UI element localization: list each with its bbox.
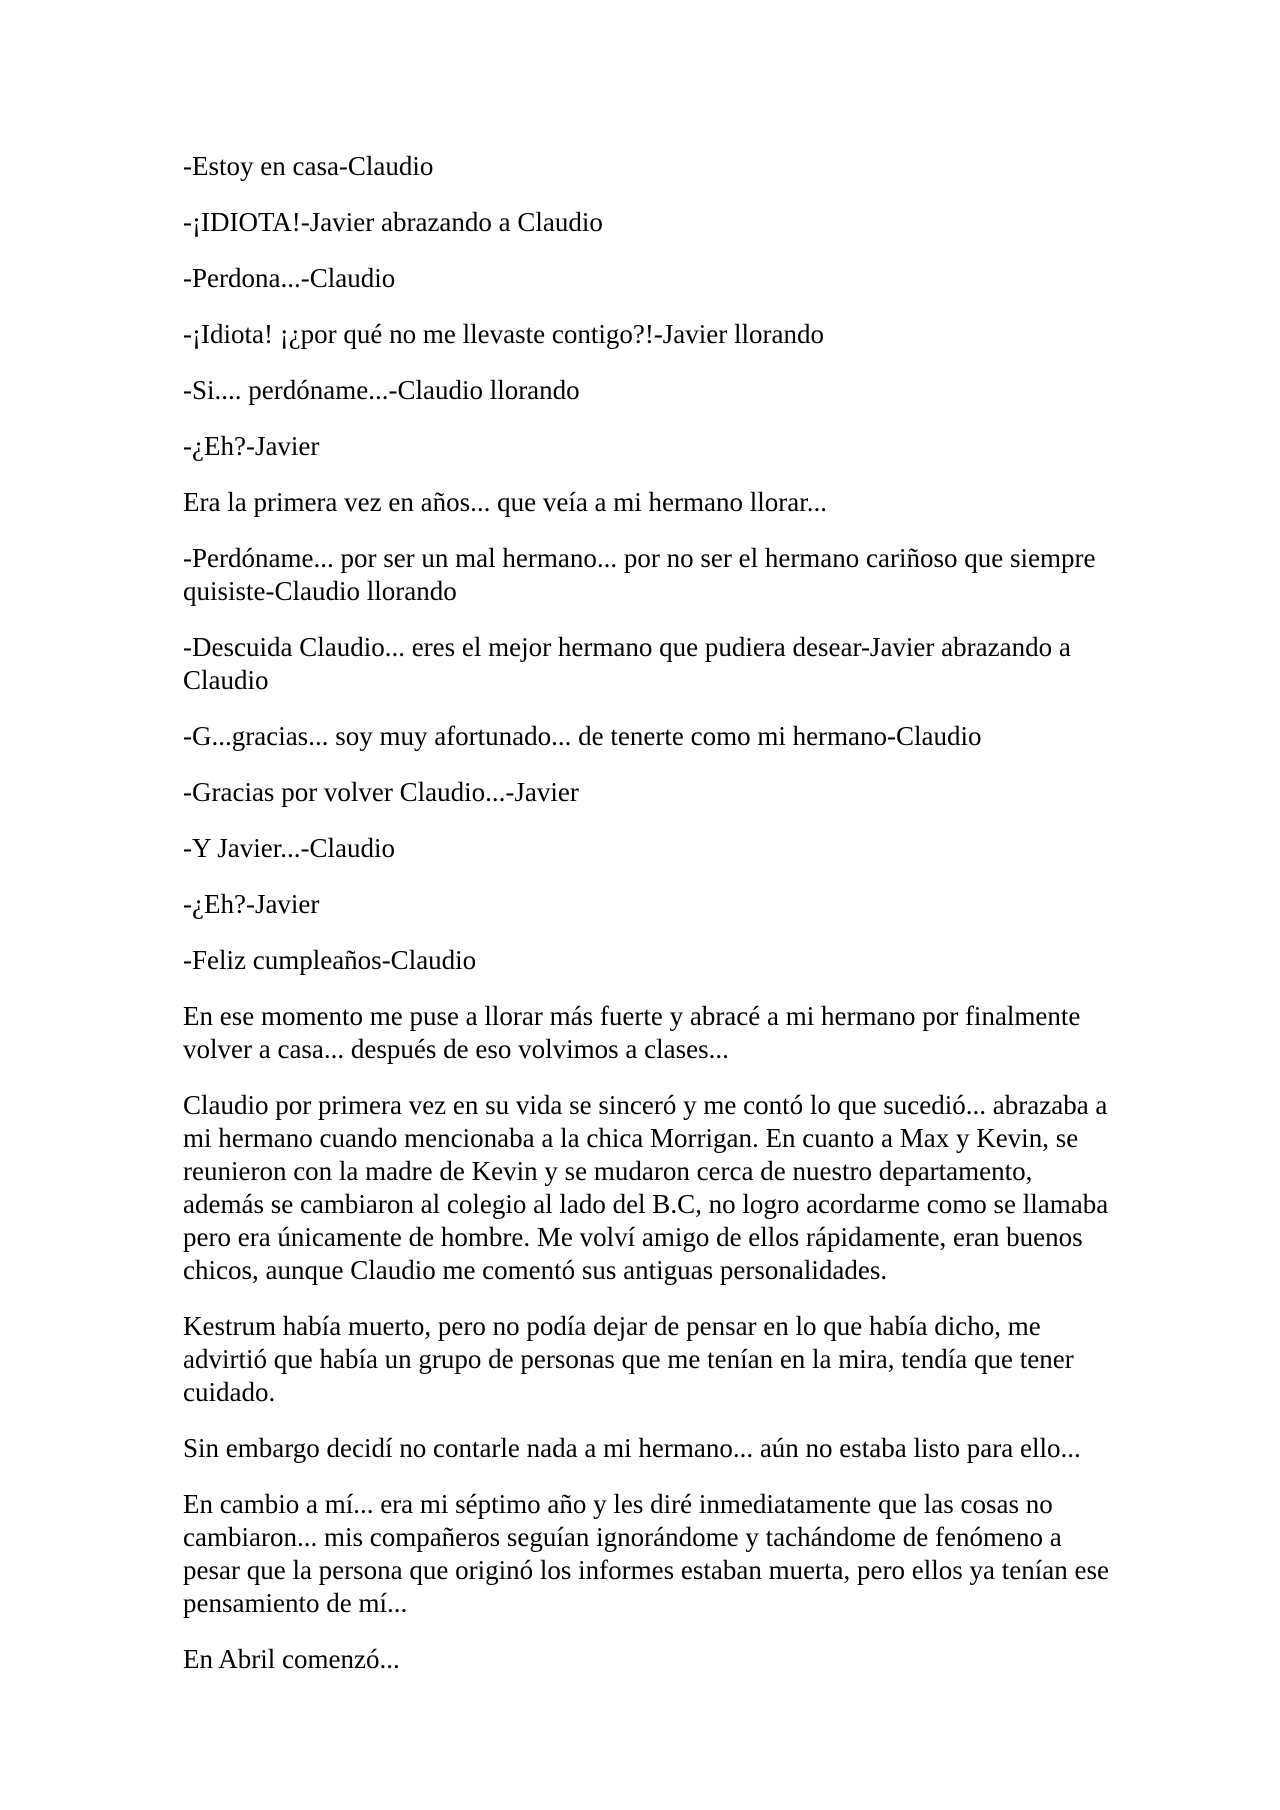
paragraph: -¿Eh?-Javier [183, 889, 320, 919]
paragraph: -Perdona...-Claudio [183, 263, 396, 293]
story-text-block [183, 150, 1111, 1676]
paragraph: En cambio a mí... era mi séptimo año y les diré inmediatamente que las cosas no cambiaron... mis compañeros seguían ignorándome y tachándome de fenómeno a pesar que la persona que originó los informes estaban muerta, pero ellos ya tenían ese pensamiento de mí... [183, 1489, 1109, 1618]
paragraph: -Gracias por volver Claudio...-Javier [183, 777, 579, 807]
paragraph: Sin embargo decidí no contarle nada a mi hermano... aún no estaba listo para ello... [183, 1433, 1081, 1463]
paragraph: Era la primera vez en años... que veía a mi hermano llorar... [183, 487, 827, 517]
paragraph: -Feliz cumpleaños-Claudio [183, 945, 477, 975]
paragraph: -Si.... perdóname...-Claudio llorando [183, 375, 580, 405]
paragraph: -Estoy en casa-Claudio [183, 151, 434, 181]
paragraph: -Y Javier...-Claudio [183, 833, 395, 863]
paragraph: -¡Idiota! ¡¿por qué no me llevaste contigo?!-Javier llorando [183, 319, 824, 349]
paragraph: Claudio por primera vez en su vida se sinceró y me contó lo que sucedió... abrazaba a mi hermano cuando mencionaba a la chica Morrigan. En cuanto a Max y Kevin, se reunieron con la madre de Kevin y se mudaron cerca de nuestro departamento, además se cambiaron al colegio al lado del B.C, no logro acordarme como se llamaba pero era únicamente de hombre. Me volví amigo de ellos rápidamente, eran buenos chicos, aunque Claudio me comentó sus antiguas personalidades. [183, 1090, 1109, 1285]
paragraph: -Perdóname... por ser un mal hermano... por no ser el hermano cariñoso que siempre quisiste-Claudio llorando [183, 543, 1096, 606]
paragraph: -¡IDIOTA!-Javier abrazando a Claudio [183, 207, 603, 237]
paragraph: -G...gracias... soy muy afortunado... de tenerte como mi hermano-Claudio [183, 721, 982, 751]
paragraph: -¿Eh?-Javier [183, 431, 320, 461]
paragraph: -Descuida Claudio... eres el mejor hermano que pudiera desear-Javier abrazando a Claudio [183, 632, 1071, 695]
paragraph: En Abril comenzó... [183, 1644, 400, 1674]
paragraph: Kestrum había muerto, pero no podía dejar de pensar en lo que había dicho, me advirtió que había un grupo de personas que me tenían en la mira, tendía que tener cuidado. [183, 1311, 1074, 1407]
paragraph: En ese momento me puse a llorar más fuerte y abracé a mi hermano por finalmente volver a casa... después de eso volvimos a clases... [183, 1001, 1081, 1064]
